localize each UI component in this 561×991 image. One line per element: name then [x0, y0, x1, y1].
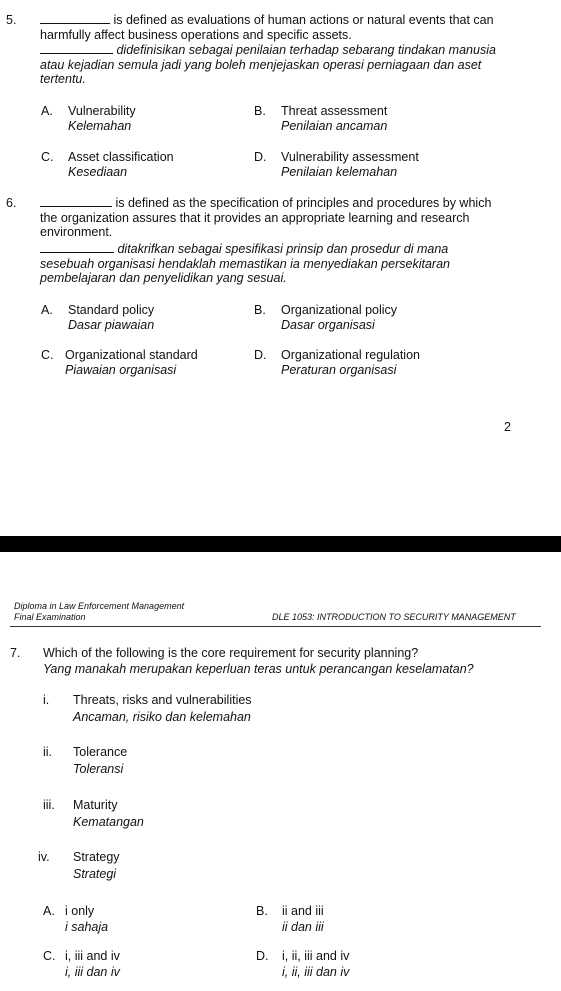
header-program: Diploma in Law Enforcement Management	[14, 601, 185, 611]
header-course: DLE 1053: INTRODUCTION TO SECURITY MANAGEMENT	[272, 612, 516, 622]
question-6-ms-line2: sesebuah organisasi hendaklah memastikan ia menyediakan persekitaran	[40, 256, 450, 271]
item-text-malay: Toleransi	[73, 762, 124, 776]
option-letter: D.	[254, 150, 267, 164]
item-numeral: ii.	[43, 745, 53, 759]
option-text: ii and iii	[282, 904, 324, 918]
option-letter: B.	[254, 104, 266, 118]
answer-blank	[40, 53, 113, 54]
item-numeral: i.	[43, 693, 50, 707]
question-5-malay	[40, 43, 560, 87]
option-text-malay: ii dan iii	[282, 920, 324, 934]
item-numeral: iv.	[38, 850, 50, 864]
item-text: Maturity	[73, 798, 118, 812]
option-text: Vulnerability	[68, 104, 136, 118]
item-text-malay: Strategi	[73, 867, 117, 881]
option-letter: A.	[41, 104, 53, 118]
item-text: Threats, risks and vulnerabilities	[73, 693, 252, 707]
option-text-malay: i, iii dan iv	[65, 965, 120, 979]
item-text-malay: Ancaman, risiko dan kelemahan	[73, 710, 251, 724]
option-letter: C.	[41, 348, 54, 362]
q7-item-iii	[43, 797, 144, 831]
question-6-en-line3: environment.	[40, 225, 113, 239]
q6-option-b[interactable]	[254, 303, 397, 333]
option-text-malay: Penilaian kelemahan	[281, 165, 398, 179]
question-6-number: 6.	[6, 196, 17, 210]
question-6-en-line1: is defined as the specification of principles and procedures by which	[115, 196, 492, 210]
option-letter: C.	[41, 150, 54, 164]
question-5-ms-line1: didefinisikan sebagai penilaian terhadap sebarang tindakan manusia	[116, 43, 496, 57]
option-letter: D.	[254, 348, 267, 362]
option-text-malay: Piawaian organisasi	[65, 363, 177, 377]
header-exam: Final Examination	[14, 612, 86, 622]
option-text-malay: i, ii, iii dan iv	[282, 965, 350, 979]
option-text: Asset classification	[68, 150, 174, 164]
answer-blank	[40, 23, 110, 24]
option-text: Standard policy	[68, 303, 155, 317]
option-letter: B.	[254, 303, 266, 317]
question-6-malay	[40, 242, 555, 286]
q7-item-i	[43, 692, 252, 726]
page-number: 2	[504, 420, 511, 434]
question-5-number: 5.	[6, 13, 17, 27]
q7-option-d[interactable]	[256, 948, 349, 980]
item-text: Tolerance	[73, 745, 128, 759]
option-text-malay: Peraturan organisasi	[281, 363, 397, 377]
question-6-ms-line1: ditakrifkan sebagai spesifikasi prinsip dan prosedur di mana	[117, 242, 449, 256]
question-7-malay: Yang manakah merupakan keperluan teras untuk perancangan keselamatan?	[43, 662, 474, 676]
q7-option-a[interactable]	[43, 903, 108, 935]
page-break-divider	[0, 536, 561, 552]
question-5-ms-line3: tertentu.	[40, 72, 86, 86]
option-letter: A.	[43, 904, 55, 918]
option-text: i only	[65, 904, 95, 918]
answer-blank	[40, 206, 112, 207]
option-text-malay: Dasar piawaian	[68, 318, 155, 332]
option-letter: D.	[256, 949, 269, 963]
answer-blank	[40, 252, 114, 253]
q7-option-c[interactable]	[43, 948, 120, 980]
question-5-en-line1: is defined as evaluations of human actions or natural events that can	[113, 13, 494, 27]
item-numeral: iii.	[43, 798, 55, 812]
option-text-malay: Dasar organisasi	[281, 318, 375, 332]
q5-option-b[interactable]	[254, 104, 387, 134]
question-5-ms-line2: atau kejadian semula jadi yang boleh menjejaskan operasi perniagaan dan aset	[40, 57, 482, 72]
q6-option-d[interactable]	[254, 348, 420, 378]
option-text: Organizational policy	[281, 303, 398, 317]
q6-option-a[interactable]	[41, 303, 154, 333]
option-text-malay: Kesediaan	[68, 165, 128, 179]
header-rule	[10, 626, 541, 627]
q7-item-iv	[38, 849, 120, 883]
question-6-ms-line3: pembelajaran dan penyelidikan yang sesuai.	[40, 271, 287, 285]
question-6-en-line2: the organization assures that it provides an appropriate learning and research	[40, 210, 470, 225]
option-text: i, iii and iv	[65, 949, 120, 963]
option-text-malay: Penilaian ancaman	[281, 119, 388, 133]
question-7-number: 7.	[10, 646, 21, 660]
q5-option-c[interactable]	[41, 150, 174, 180]
question-5-english	[40, 13, 555, 42]
item-text: Strategy	[73, 850, 120, 864]
option-text: Organizational standard	[65, 348, 198, 362]
option-letter: C.	[43, 949, 56, 963]
q6-option-c[interactable]	[41, 348, 198, 378]
option-text-malay: Kelemahan	[68, 119, 132, 133]
option-letter: A.	[41, 303, 53, 317]
option-letter: B.	[256, 904, 268, 918]
q5-option-a[interactable]	[41, 104, 136, 134]
q7-option-b[interactable]	[256, 903, 324, 935]
question-6-english	[40, 196, 555, 240]
option-text-malay: i sahaja	[65, 920, 109, 934]
question-5-en-line2: harmfully affect business operations and specific assets.	[40, 27, 352, 42]
q7-item-ii	[43, 744, 127, 778]
option-text: Threat assessment	[281, 104, 388, 118]
option-text: Vulnerability assessment	[281, 150, 419, 164]
question-7-english: Which of the following is the core requirement for security planning?	[43, 646, 419, 660]
option-text: Organizational regulation	[281, 348, 420, 362]
option-text: i, ii, iii and iv	[282, 949, 350, 963]
item-text-malay: Kematangan	[73, 815, 144, 829]
q5-option-d[interactable]	[254, 150, 419, 180]
